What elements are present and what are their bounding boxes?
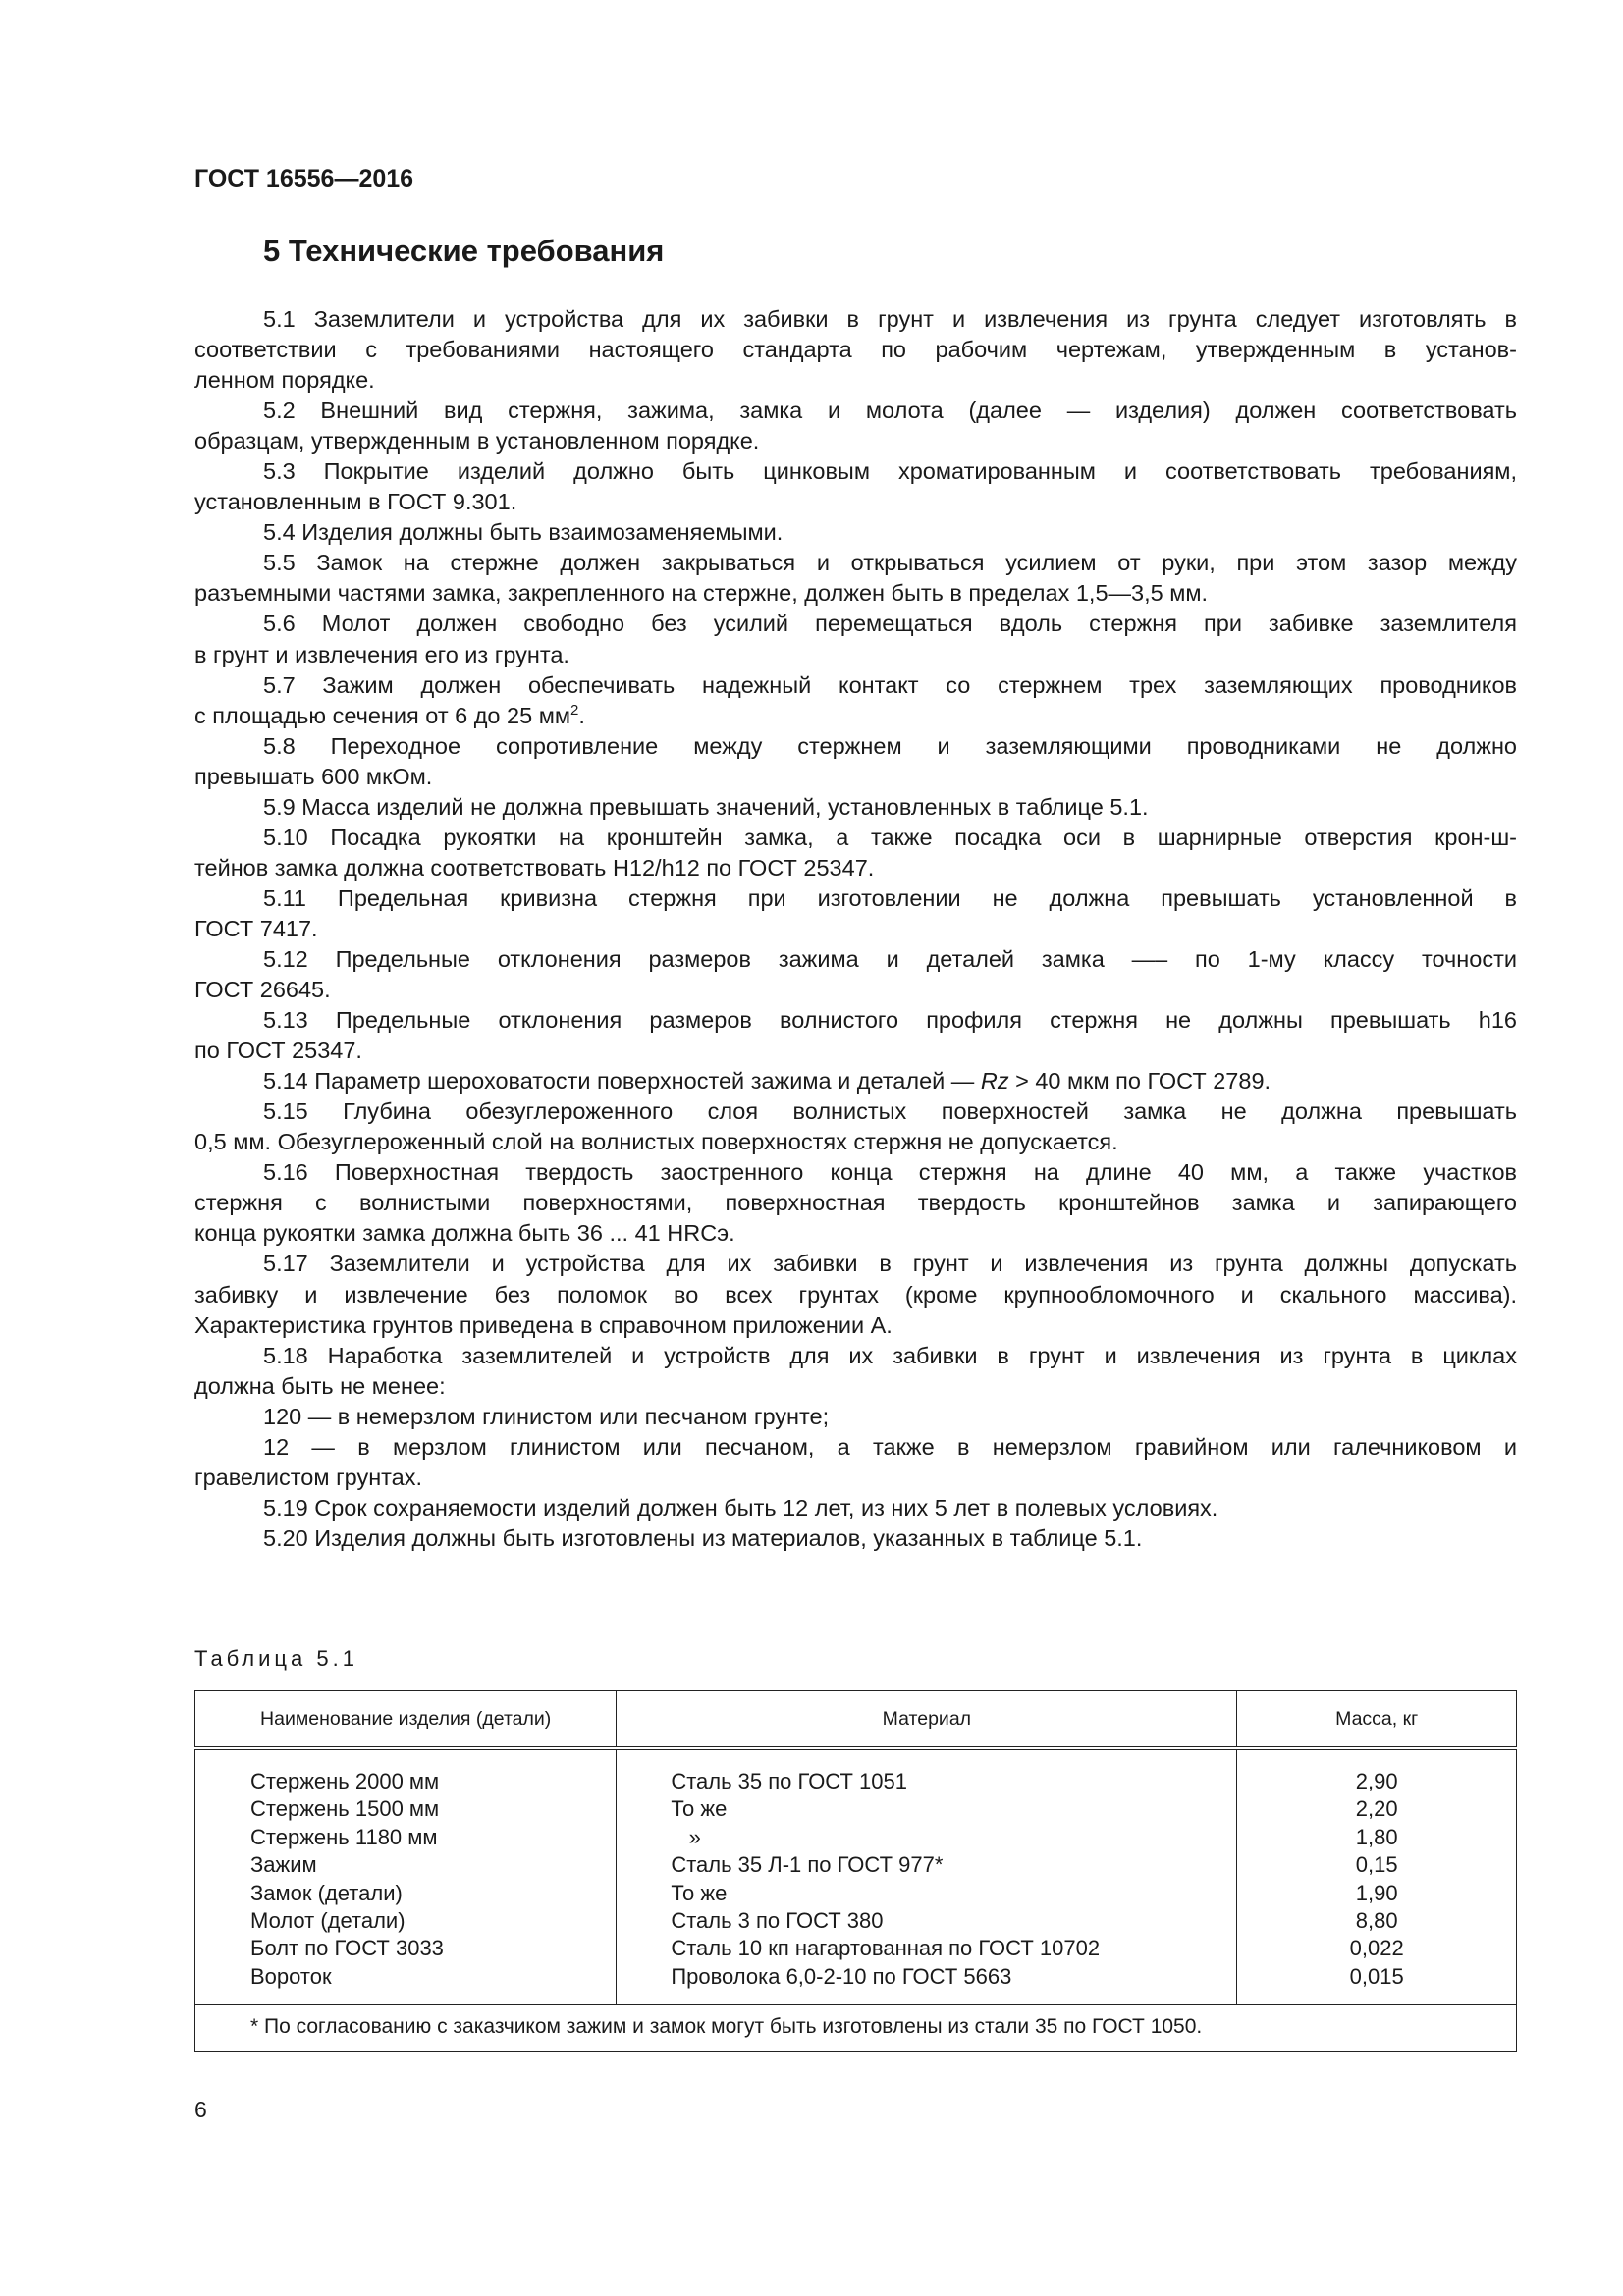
text-segment: Характеристика грунтов приведена в справочном приложении А. bbox=[194, 1311, 893, 1338]
text-line bbox=[194, 304, 1517, 335]
text-segment: соответствии с требованиями настоящего стандарта по рабочим чертежам, утвержденным в установ- bbox=[194, 337, 1517, 363]
text-line bbox=[194, 1463, 1517, 1493]
text-line bbox=[194, 853, 1517, 883]
text-segment: 5.7 Зажим должен обеспечивать надежный контакт со стержнем трех заземляющих проводников bbox=[263, 671, 1517, 698]
materials-table bbox=[194, 1690, 1517, 2052]
item-name: Стержень 1180 мм bbox=[250, 1824, 438, 1849]
text-segment: с площадью сечения от 6 до 25 мм bbox=[194, 702, 571, 728]
mass-column bbox=[1237, 1748, 1517, 2005]
item-material: Сталь 10 кп нагартованная по ГОСТ 10702 bbox=[671, 1936, 1101, 1961]
text-line bbox=[194, 609, 1517, 639]
text-line bbox=[194, 1310, 1517, 1341]
text-segment: гравелистом грунтах. bbox=[194, 1464, 423, 1490]
text-line bbox=[194, 1066, 1517, 1096]
paragraph bbox=[194, 1432, 1517, 1493]
item-material: Проволока 6,0-2-10 по ГОСТ 5663 bbox=[671, 1963, 1012, 1989]
text-line bbox=[194, 975, 1517, 1005]
item-mass: 1,80 bbox=[1355, 1824, 1398, 1849]
item-mass: 2,90 bbox=[1355, 1769, 1398, 1793]
text-line bbox=[194, 548, 1517, 578]
text-segment: 5.3 Покрытие изделий должно быть цинковым хроматированным и соответствовать требованиям, bbox=[263, 458, 1517, 485]
column-header-mass: Масса, кг bbox=[1237, 1691, 1517, 1749]
text-segment: должна быть не менее: bbox=[194, 1372, 446, 1399]
text-line bbox=[194, 1188, 1517, 1218]
text-segment: 5.10 Посадка рукоятки на кронштейн замка, а также посадка оси в шарнирные отверстия крон-ш- bbox=[263, 824, 1517, 850]
text-segment: установленным в ГОСТ 9.301. bbox=[194, 489, 517, 515]
text-line bbox=[194, 1157, 1517, 1188]
paragraph bbox=[194, 883, 1517, 944]
text-segment: 5.9 Масса изделий не должна превышать значений, установленных в таблице 5.1. bbox=[263, 793, 1149, 820]
text-line bbox=[194, 823, 1517, 853]
text-segment: 120 — в немерзлом глинистом или песчаном грунте; bbox=[263, 1403, 830, 1429]
page-number: 6 bbox=[194, 2097, 207, 2122]
item-material: То же bbox=[671, 1796, 728, 1822]
text-segment: ГОСТ 7417. bbox=[194, 915, 318, 941]
paragraph bbox=[194, 304, 1517, 396]
item-name: Молот (детали) bbox=[250, 1908, 406, 1934]
text-line bbox=[194, 1005, 1517, 1036]
text-segment: 5.12 Предельные отклонения размеров зажима и деталей замка —– по 1-му классу точности bbox=[263, 945, 1517, 972]
paragraph bbox=[194, 1157, 1517, 1249]
material-column bbox=[617, 1748, 1237, 2005]
section-title: 5 Технические требования bbox=[263, 234, 665, 268]
paragraph bbox=[194, 731, 1517, 792]
text-segment: 2 bbox=[570, 701, 579, 719]
text-line bbox=[194, 670, 1517, 701]
paragraph bbox=[194, 456, 1517, 517]
paragraph bbox=[194, 1341, 1517, 1402]
item-mass: 0,022 bbox=[1349, 1936, 1404, 1961]
text-line bbox=[194, 1127, 1517, 1157]
text-line bbox=[194, 396, 1517, 426]
text-segment: по ГОСТ 25347. bbox=[194, 1038, 362, 1064]
table-footnote: * По согласованию с заказчиком зажим и замок могут быть изготовлены из стали 35 по ГОСТ 1050. bbox=[195, 2005, 1517, 2052]
item-material: Сталь 3 по ГОСТ 380 bbox=[671, 1908, 884, 1934]
text-line bbox=[194, 792, 1517, 823]
paragraph bbox=[194, 1096, 1517, 1157]
section-body bbox=[194, 304, 1517, 1554]
paragraph bbox=[194, 609, 1517, 669]
paragraph bbox=[194, 1493, 1517, 1523]
text-segment: 5.16 Поверхностная твердость заостренного конца стержня на длине 40 мм, а также участков bbox=[263, 1159, 1517, 1186]
column-header-name: Наименование изделия (детали) bbox=[195, 1691, 617, 1749]
paragraph bbox=[194, 517, 1517, 548]
text-segment: ленном порядке. bbox=[194, 367, 375, 394]
text-segment: 5.4 Изделия должны быть взаимозаменяемыми. bbox=[263, 519, 784, 546]
item-mass: 8,80 bbox=[1355, 1908, 1398, 1934]
text-segment: 5.13 Предельные отклонения размеров волнистого профиля стержня не должны превышать h16 bbox=[263, 1007, 1517, 1034]
text-segment: в грунт и извлечения его из грунта. bbox=[194, 641, 569, 667]
column-header-material: Материал bbox=[617, 1691, 1237, 1749]
text-line bbox=[194, 365, 1517, 396]
text-segment: ~Rz bbox=[980, 1068, 1009, 1095]
text-segment: > 40 мкм по ГОСТ 2789. bbox=[1008, 1068, 1271, 1095]
paragraph bbox=[194, 1005, 1517, 1066]
item-name: Зажим bbox=[250, 1852, 317, 1878]
document-header: ГОСТ 16556—2016 bbox=[194, 165, 414, 192]
text-segment: 5.5 Замок на стержне должен закрываться и открываться усилием от руки, при этом зазор между bbox=[263, 550, 1517, 576]
text-line bbox=[194, 1371, 1517, 1402]
text-line bbox=[194, 1493, 1517, 1523]
text-segment: забивку и извлечение без поломок во всех грунтах (кроме крупнообломочного и скального массива). bbox=[194, 1281, 1517, 1308]
text-segment: стержня с волнистыми поверхностями, поверхностная твердость кронштейнов замка и запирающего bbox=[194, 1190, 1517, 1216]
text-segment: разъемными частями замка, закрепленного на стержне, должен быть в пределах 1,5—3,5 мм. bbox=[194, 580, 1209, 607]
text-segment: 5.6 Молот должен свободно без усилий перемещаться вдоль стержня при забивке заземлителя bbox=[263, 611, 1517, 637]
paragraph bbox=[194, 670, 1517, 731]
text-segment: 5.8 Переходное сопротивление между стержнем и заземляющими проводниками не должно bbox=[263, 732, 1517, 759]
text-line bbox=[194, 1036, 1517, 1066]
item-material: Сталь 35 Л-1 по ГОСТ 977* bbox=[671, 1852, 944, 1878]
text-line bbox=[194, 731, 1517, 762]
text-line bbox=[194, 914, 1517, 944]
item-mass: 2,20 bbox=[1355, 1796, 1398, 1822]
paragraph bbox=[194, 792, 1517, 823]
text-segment: ГОСТ 26645. bbox=[194, 977, 331, 1003]
name-column bbox=[195, 1748, 617, 2005]
item-name: Стержень 2000 мм bbox=[250, 1769, 440, 1793]
item-mass: 0,15 bbox=[1355, 1852, 1398, 1878]
text-line bbox=[194, 1280, 1517, 1310]
item-material: То же bbox=[671, 1880, 728, 1905]
text-line bbox=[194, 1249, 1517, 1279]
item-name: Болт по ГОСТ 3033 bbox=[250, 1936, 444, 1961]
text-line bbox=[194, 517, 1517, 548]
paragraph bbox=[194, 548, 1517, 609]
text-line bbox=[194, 578, 1517, 609]
text-segment: превышать 600 мкОм. bbox=[194, 763, 433, 789]
text-segment: 5.20 Изделия должны быть изготовлены из материалов, указанных в таблице 5.1. bbox=[263, 1524, 1143, 1551]
text-line bbox=[194, 640, 1517, 670]
text-line bbox=[194, 1341, 1517, 1371]
text-segment: 5.17 Заземлители и устройства для их забивки в грунт и извлечения из грунта должны допускать bbox=[263, 1251, 1517, 1277]
text-segment: 5.2 Внешний вид стержня, зажима, замка и молота (далее — изделия) должен соответствовать bbox=[263, 398, 1517, 424]
text-line bbox=[194, 883, 1517, 914]
text-segment: 0,5 мм. Обезуглероженный слой на волнистых поверхностях стержня не допускается. bbox=[194, 1129, 1118, 1155]
text-line bbox=[194, 1523, 1517, 1554]
text-line bbox=[194, 1096, 1517, 1127]
item-name: Вороток bbox=[250, 1963, 332, 1989]
paragraph bbox=[194, 823, 1517, 883]
text-segment: 5.14 Параметр шероховатости поверхностей зажима и деталей — bbox=[263, 1068, 981, 1095]
item-name: Замок (детали) bbox=[250, 1880, 403, 1905]
item-name: Стержень 1500 мм bbox=[250, 1796, 440, 1822]
table-caption: Таблица 5.1 bbox=[194, 1646, 358, 1671]
item-mass: 0,015 bbox=[1349, 1963, 1404, 1989]
item-material: » bbox=[671, 1824, 701, 1849]
paragraph bbox=[194, 1402, 1517, 1432]
text-segment: 5.1 Заземлители и устройства для их забивки в грунт и извлечения из грунта следует изготовлять в bbox=[263, 306, 1517, 332]
text-line bbox=[194, 762, 1517, 792]
item-material: Сталь 35 по ГОСТ 1051 bbox=[671, 1769, 907, 1793]
paragraph bbox=[194, 1066, 1517, 1096]
text-segment: . bbox=[578, 702, 585, 728]
text-segment: 5.18 Наработка заземлителей и устройств для их забивки в грунт и извлечения из грунта в циклах bbox=[263, 1342, 1517, 1368]
item-mass: 1,90 bbox=[1355, 1880, 1398, 1905]
text-segment: конца рукоятки замка должна быть 36 ... 41 HRCэ. bbox=[194, 1220, 735, 1247]
text-line bbox=[194, 335, 1517, 365]
text-line bbox=[194, 701, 1517, 731]
paragraph bbox=[194, 396, 1517, 456]
text-segment: тейнов замка должна соответствовать H12/h12 по ГОСТ 25347. bbox=[194, 854, 875, 881]
paragraph bbox=[194, 944, 1517, 1005]
text-line bbox=[194, 426, 1517, 456]
text-line bbox=[194, 1218, 1517, 1249]
text-line bbox=[194, 944, 1517, 975]
text-line bbox=[194, 1402, 1517, 1432]
paragraph bbox=[194, 1249, 1517, 1340]
text-segment: 5.19 Срок сохраняемости изделий должен быть 12 лет, из них 5 лет в полевых условиях. bbox=[263, 1494, 1218, 1521]
text-line bbox=[194, 1432, 1517, 1463]
text-segment: образцам, утвержденным в установленном порядке. bbox=[194, 428, 760, 454]
text-line bbox=[194, 487, 1517, 517]
text-segment: 5.11 Предельная кривизна стержня при изготовлении не должна превышать установленной в bbox=[263, 884, 1517, 911]
text-segment: 5.15 Глубина обезуглероженного слоя волнистых поверхностей замка не должна превышать bbox=[263, 1098, 1517, 1125]
text-line bbox=[194, 456, 1517, 487]
text-segment: 12 — в мерзлом глинистом или песчаном, а также в немерзлом гравийном или галечниковом и bbox=[263, 1433, 1517, 1460]
paragraph bbox=[194, 1523, 1517, 1554]
